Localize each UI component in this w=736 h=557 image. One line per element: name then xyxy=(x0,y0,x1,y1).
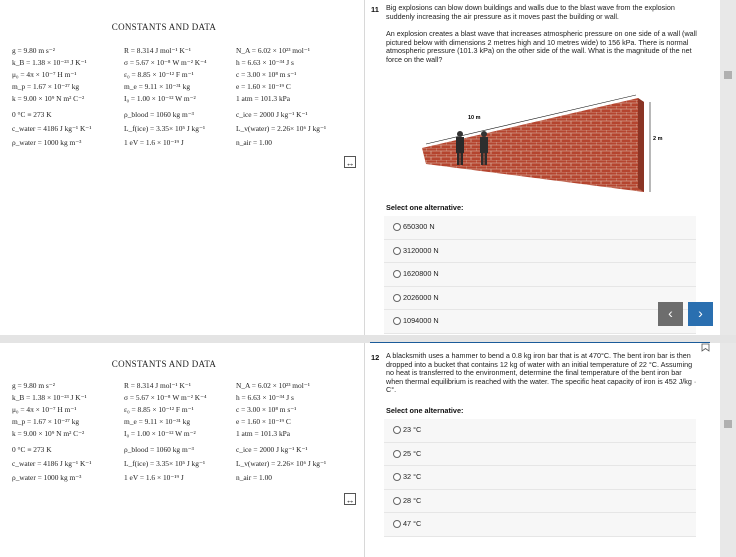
const-lf: L_f(ice) = 3.35× 10⁵ J kg⁻¹ xyxy=(124,459,206,468)
const-eps0: ε₀ = 8.85 × 10⁻¹² F m⁻¹ xyxy=(124,405,194,414)
option-2[interactable] xyxy=(384,240,696,264)
option-label: 28 °C xyxy=(403,495,422,505)
const-sigma: σ = 5.67 × 10⁻⁸ W m⁻² K⁻⁴ xyxy=(124,393,207,402)
const-cice: c_ice = 2000 J kg⁻¹ K⁻¹ xyxy=(236,110,308,119)
const-i0: I₀ = 1.00 × 10⁻¹² W m⁻² xyxy=(124,429,196,438)
constants-title: CONSTANTS AND DATA xyxy=(111,359,217,369)
radio-button[interactable] xyxy=(393,294,401,302)
const-h: h = 6.63 × 10⁻³⁴ J s xyxy=(236,58,294,67)
const-nair: n_air = 1.00 xyxy=(236,138,272,147)
const-e: e = 1.60 × 10⁻¹⁹ C xyxy=(236,82,291,91)
option-1[interactable] xyxy=(384,216,696,240)
option-2[interactable] xyxy=(384,443,696,467)
height-label: 2 m xyxy=(653,136,663,142)
select-label: Select one alternative: xyxy=(386,203,464,212)
radio-button[interactable] xyxy=(393,247,401,255)
answer-options xyxy=(384,419,696,537)
const-me: m_e = 9.11 × 10⁻³¹ kg xyxy=(124,82,191,91)
const-lv: L_v(water) = 2.26× 10⁶ J kg⁻¹ xyxy=(236,459,327,468)
const-mp: m_p = 1.67 × 10⁻²⁷ kg xyxy=(12,417,80,426)
question-number: 11 xyxy=(371,5,379,14)
previous-button[interactable]: ‹ xyxy=(658,302,683,326)
divider xyxy=(364,0,365,335)
wall-face xyxy=(422,98,644,192)
option-4[interactable] xyxy=(384,490,696,514)
const-na: N_A = 6.02 × 10²³ mol⁻¹ xyxy=(236,381,310,390)
radio-button[interactable] xyxy=(393,520,401,528)
question-intro: Big explosions can blow down buildings and walls due to the blast wave from the explosion suddenly increasing the air pressure as it moves past the building or wall. xyxy=(386,3,675,21)
const-rhowater: ρ_water = 1000 kg m⁻³ xyxy=(12,473,82,482)
option-1[interactable] xyxy=(384,419,696,443)
const-nair: n_air = 1.00 xyxy=(236,473,272,482)
const-na: N_A = 6.02 × 10²³ mol⁻¹ xyxy=(236,46,310,55)
const-ev: 1 eV = 1.6 × 10⁻¹⁹ J xyxy=(124,473,184,482)
const-cwater: c_water = 4186 J kg⁻¹ K⁻¹ xyxy=(12,459,92,468)
const-sigma: σ = 5.67 × 10⁻⁸ W m⁻² K⁻⁴ xyxy=(124,58,207,67)
question-number: 12 xyxy=(371,353,380,362)
const-r: R = 8.314 J mol⁻¹ K⁻¹ xyxy=(124,381,191,390)
option-5[interactable] xyxy=(384,310,696,334)
option-label: 32 °C xyxy=(403,472,422,482)
scrollbar-thumb[interactable] xyxy=(724,420,732,428)
const-0c: 0 °C ≡ 273 K xyxy=(12,445,52,454)
const-mu0: μ₀ = 4π × 10⁻⁷ H m⁻¹ xyxy=(12,405,77,414)
question-12-frame xyxy=(0,343,720,557)
const-rhowater: ρ_water = 1000 kg m⁻³ xyxy=(12,138,82,147)
option-label: 2026000 N xyxy=(403,292,439,302)
option-label: 3120000 N xyxy=(403,245,439,255)
radio-button[interactable] xyxy=(393,497,401,505)
const-atm: 1 atm = 101.3 kPa xyxy=(236,94,291,103)
const-ev: 1 eV = 1.6 × 10⁻¹⁹ J xyxy=(124,138,184,147)
const-cwater: c_water = 4186 J kg⁻¹ K⁻¹ xyxy=(12,124,92,133)
const-rhoblood: ρ_blood = 1060 kg m⁻³ xyxy=(124,445,194,454)
const-eps0: ε₀ = 8.85 × 10⁻¹² F m⁻¹ xyxy=(124,70,194,79)
const-h: h = 6.63 × 10⁻³⁴ J s xyxy=(236,393,294,402)
scrollbar-thumb[interactable] xyxy=(724,71,732,79)
const-me: m_e = 9.11 × 10⁻³¹ kg xyxy=(124,417,191,426)
const-k: k = 9.00 × 10⁹ N m² C⁻² xyxy=(12,94,85,103)
const-g: g = 9.80 m s⁻² xyxy=(12,46,55,55)
option-3[interactable] xyxy=(384,263,696,287)
question-12-header-line xyxy=(370,342,710,343)
radio-button[interactable] xyxy=(393,450,401,458)
radio-button[interactable] xyxy=(393,426,401,434)
option-label: 47 °C xyxy=(403,519,422,529)
question-text: An explosion creates a blast wave that increases atmospheric pressure on one side of a wall (wall pictured below with dimensions 2 metres high and 10 metres wide) to 156 kPa. There is normal atmospheric pressure (101.3 kPa) on the other side of the wall. What is the magnitude of the net force on the wall? xyxy=(386,29,697,64)
const-mu0: μ₀ = 4π × 10⁻⁷ H m⁻¹ xyxy=(12,70,77,79)
const-0c: 0 °C ≡ 273 K xyxy=(12,110,52,119)
select-label: Select one alternative: xyxy=(386,406,464,415)
radio-button[interactable] xyxy=(393,270,401,278)
const-rhoblood: ρ_blood = 1060 kg m⁻³ xyxy=(124,110,194,119)
const-mp: m_p = 1.67 × 10⁻²⁷ kg xyxy=(12,82,80,91)
option-label: 650300 N xyxy=(403,222,435,231)
option-label: 1094000 N xyxy=(403,316,439,326)
constants-table xyxy=(0,353,328,493)
option-label: 23 °C xyxy=(403,425,422,434)
expand-toggle-button[interactable]: ↔ xyxy=(345,158,355,168)
radio-button[interactable] xyxy=(393,317,401,325)
option-5[interactable] xyxy=(384,513,696,537)
expand-toggle-button[interactable]: ↔ xyxy=(345,495,355,505)
width-label: 10 m xyxy=(468,115,481,121)
const-e: e = 1.60 × 10⁻¹⁹ C xyxy=(236,417,291,426)
option-label: 1620800 N xyxy=(403,269,439,279)
const-k: k = 9.00 × 10⁹ N m² C⁻² xyxy=(12,429,85,438)
wall-edge xyxy=(638,98,644,192)
const-c: c = 3.00 × 10⁸ m s⁻¹ xyxy=(236,405,297,414)
const-kb: k_B = 1.38 × 10⁻²³ J K⁻¹ xyxy=(12,393,87,402)
const-i0: I₀ = 1.00 × 10⁻¹² W m⁻² xyxy=(124,94,196,103)
divider xyxy=(364,343,365,557)
option-4[interactable] xyxy=(384,287,696,311)
constants-table xyxy=(0,14,328,154)
const-r: R = 8.314 J mol⁻¹ K⁻¹ xyxy=(124,46,191,55)
next-button[interactable]: › xyxy=(688,302,713,326)
const-atm: 1 atm = 101.3 kPa xyxy=(236,429,291,438)
radio-button[interactable] xyxy=(393,223,401,231)
radio-button[interactable] xyxy=(393,473,401,481)
option-label: 25 °C xyxy=(403,448,422,458)
flag-question-icon[interactable] xyxy=(701,343,710,352)
const-kb: k_B = 1.38 × 10⁻²³ J K⁻¹ xyxy=(12,58,87,67)
const-c: c = 3.00 × 10⁸ m s⁻¹ xyxy=(236,70,297,79)
answer-options xyxy=(384,216,696,334)
question-text: A blacksmith uses a hammer to bend a 0.8 kg iron bar that is at 470°C. The bent iron bar is then dropped into a bucket that contains 12 kg of water with an initial temperature of 22 °C. Assuming no heat is transferred to the environment, determine the final temperature of the bent iron bar when thermal equilibrium is reached with the water. The specific heat capacity of iron is 452 J/kg · C°. xyxy=(386,351,697,395)
const-cice: c_ice = 2000 J kg⁻¹ K⁻¹ xyxy=(236,445,308,454)
const-lf: L_f(ice) = 3.35× 10⁵ J kg⁻¹ xyxy=(124,124,206,133)
const-lv: L_v(water) = 2.26× 10⁶ J kg⁻¹ xyxy=(236,124,327,133)
brick-wall-figure xyxy=(386,88,698,202)
constants-title: CONSTANTS AND DATA xyxy=(111,22,217,32)
const-g: g = 9.80 m s⁻² xyxy=(12,381,55,390)
option-3[interactable] xyxy=(384,466,696,490)
